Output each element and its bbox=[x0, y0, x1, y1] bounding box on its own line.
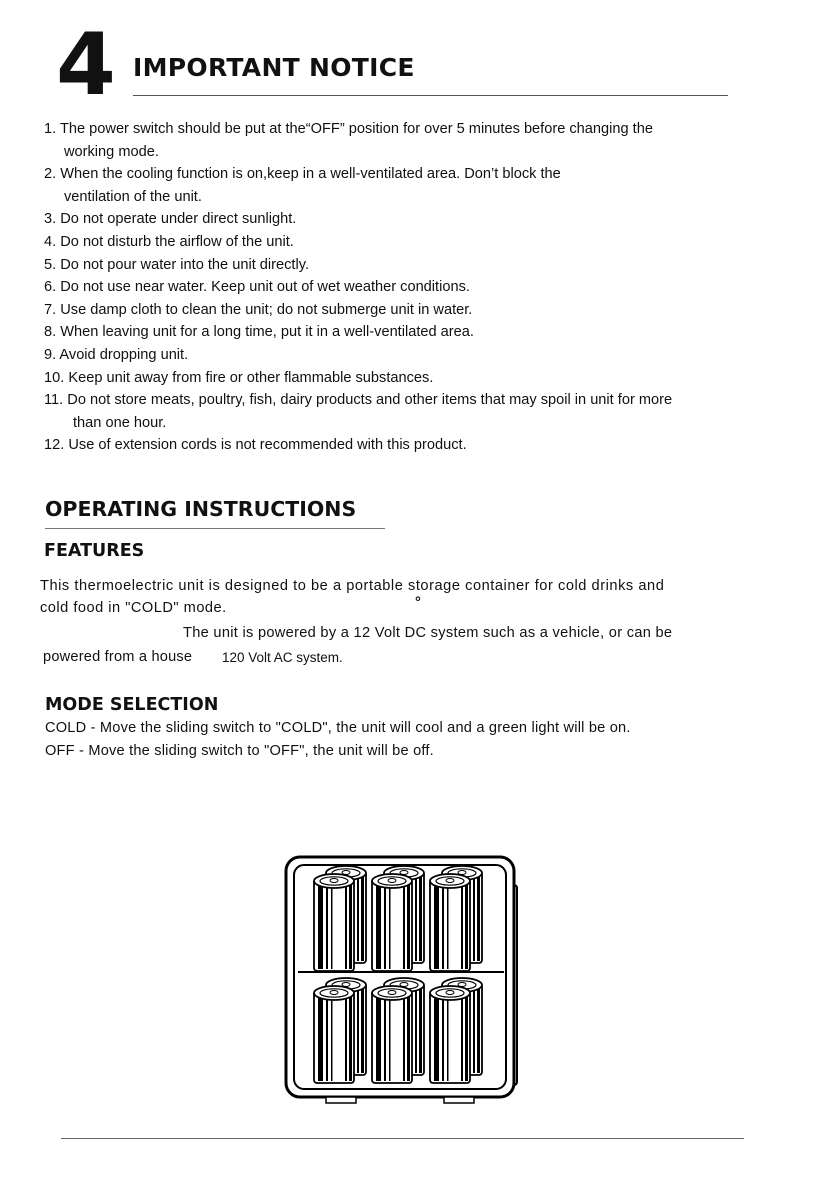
operating-heading: OPERATING INSTRUCTIONS bbox=[45, 497, 357, 521]
fridge-illustration bbox=[284, 855, 524, 1105]
features-line-4a: powered from a house bbox=[43, 649, 193, 665]
mode-heading: MODE SELECTION bbox=[45, 695, 219, 715]
notice-item: 8. When leaving unit for a long time, put it in a well-ventilated area. bbox=[44, 324, 474, 341]
operating-divider bbox=[45, 528, 385, 529]
features-line-1: This thermoelectric unit is designed to be a portable storage container for cold drinks and bbox=[40, 578, 665, 594]
features-line-3: The unit is powered by a 12 Volt DC system such as a vehicle, or can be bbox=[183, 625, 673, 641]
mode-cold-line: COLD - Move the sliding switch to "COLD", the unit will cool and a green light will be on. bbox=[45, 720, 631, 736]
notice-list bbox=[44, 118, 784, 457]
notice-item: 6. Do not use near water. Keep unit out of wet weather conditions. bbox=[44, 279, 470, 296]
notice-item: 4. Do not disturb the airflow of the unit. bbox=[44, 233, 294, 250]
degree-mark: ° bbox=[415, 595, 421, 611]
section-number: 4 bbox=[56, 15, 114, 115]
features-heading: FEATURES bbox=[44, 541, 145, 561]
notice-item: 7. Use damp cloth to clean the unit; do not submerge unit in water. bbox=[44, 301, 473, 318]
features-line-2: cold food in "COLD" mode. bbox=[40, 600, 227, 616]
notice-item: 2. When the cooling function is on,keep in a well-ventilated area. Don’t block the ventilation of the unit. bbox=[44, 166, 561, 205]
notice-item: 10. Keep unit away from fire or other flammable substances. bbox=[44, 369, 434, 386]
mode-off-line: OFF - Move the sliding switch to "OFF", the unit will be off. bbox=[45, 743, 434, 759]
notice-item: 9. Avoid dropping unit. bbox=[44, 346, 189, 363]
notice-item: 11. Do not store meats, poultry, fish, dairy products and other items that may spoil in unit for more than one hour. bbox=[44, 392, 673, 431]
notice-item: 12. Use of extension cords is not recommended with this product. bbox=[44, 437, 467, 454]
features-line-4b: 120 Volt AC system. bbox=[222, 650, 343, 665]
notice-item: 3. Do not operate under direct sunlight. bbox=[44, 211, 297, 228]
notice-item: 5. Do not pour water into the unit directly. bbox=[44, 256, 309, 273]
footer-divider bbox=[61, 1138, 744, 1139]
notice-item: 1. The power switch should be put at the“OFF” position for over 5 minutes before changing the working mode. bbox=[44, 121, 653, 160]
section-title: IMPORTANT NOTICE bbox=[133, 53, 415, 82]
title-divider bbox=[133, 95, 728, 96]
